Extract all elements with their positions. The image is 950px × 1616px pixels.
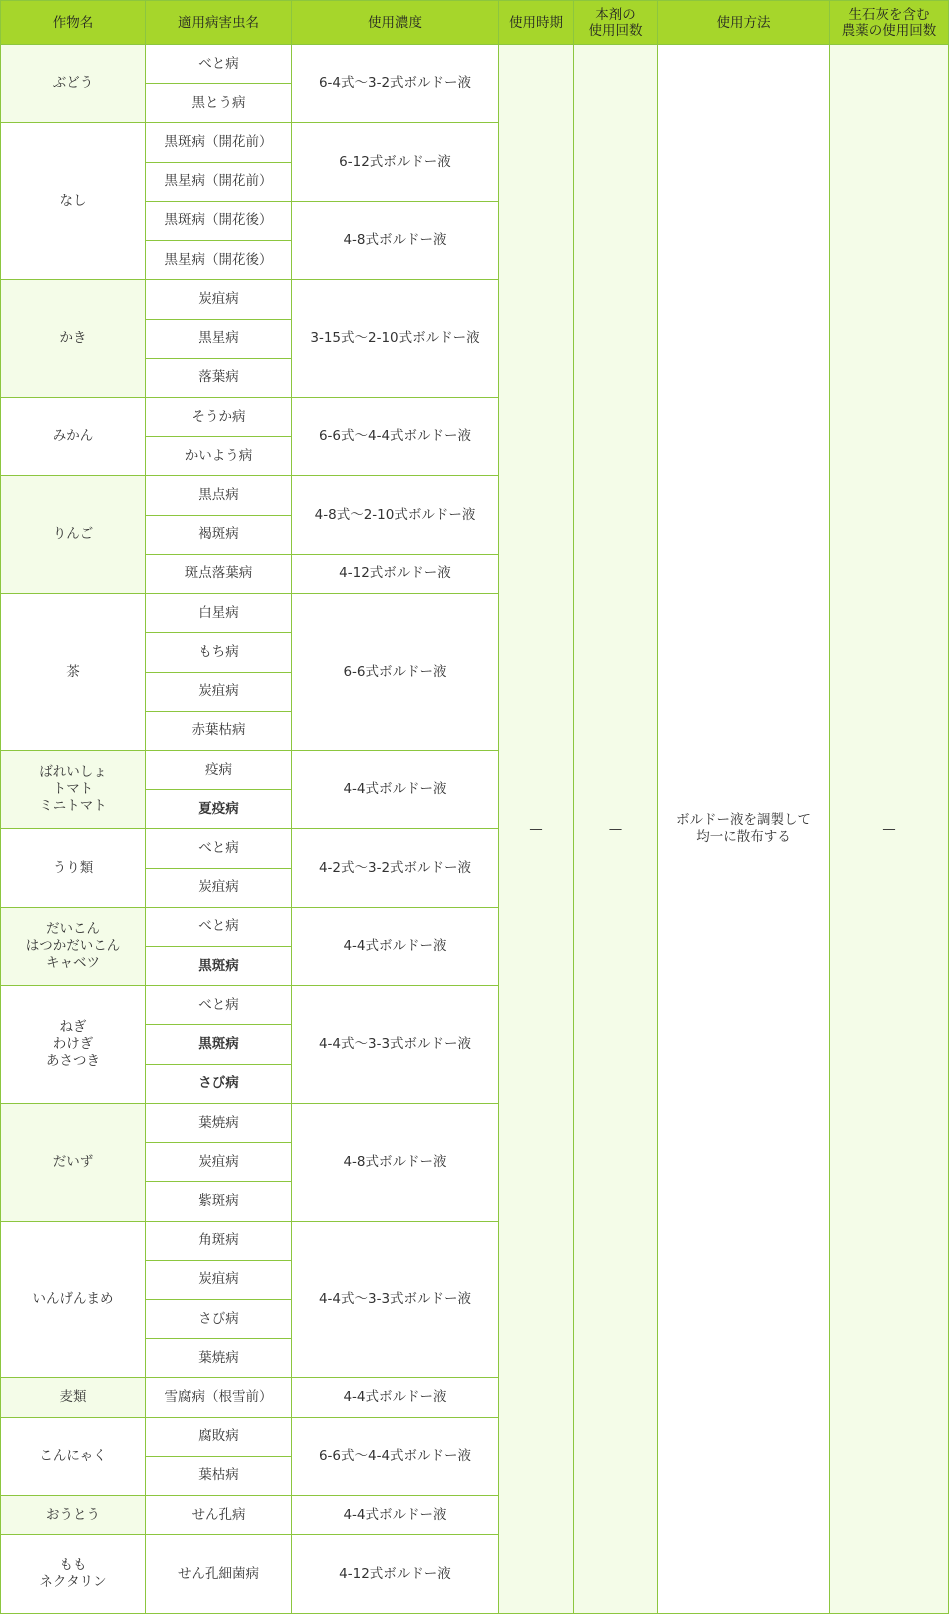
disease-name: 黒斑病（開花前） [164,134,273,151]
concentration-value: 4-4式～3-3式ボルドー液 [318,1291,472,1307]
crop-name: いんげんまめ [32,1291,114,1307]
disease-cell [146,1103,292,1142]
disease-cell [146,1339,292,1378]
disease-cell [146,1535,292,1614]
disease-name: 赤葉枯病 [191,722,246,739]
disease-name: 黒星病 [198,330,239,347]
disease-cell [146,1064,292,1103]
concentration-value: 4-8式ボルドー液 [343,1153,447,1170]
concentration-cell [292,594,499,751]
disease-cell [146,790,292,829]
disease-name: 炭疽病 [198,1271,239,1288]
concentration-cell [292,123,499,201]
crop-name-cell [1,594,146,751]
disease-cell [146,1496,292,1535]
disease-cell [146,986,292,1025]
crop-name: ネクタリン [39,1574,107,1591]
usage-count-cell-text: — [608,820,623,837]
concentration-cell [292,397,499,475]
disease-cell [146,672,292,711]
crop-name-cell [1,476,146,594]
crop-name-cell [1,280,146,398]
disease-cell [146,241,292,280]
disease-name: 黒斑病（開花後） [164,212,273,229]
concentration-value: 4-4式ボルドー液 [343,781,447,798]
disease-cell [146,711,292,750]
crop-name: もも [59,1557,87,1574]
disease-name: 角斑病 [198,1232,239,1249]
header-disease [146,1,292,45]
header-lime-count [830,1,949,45]
disease-name: 炭疽病 [198,683,239,700]
disease-name: 疫病 [205,761,232,778]
disease-name: 炭疽病 [198,290,239,307]
header-count-line1: 本剤の [595,6,636,23]
usage-count-cell [574,45,658,1614]
disease-cell [146,123,292,162]
crop-name: だいこん [46,921,100,938]
disease-cell [146,947,292,986]
crop-name-cell [1,123,146,280]
lime-count-cell [830,45,949,1614]
disease-cell [146,476,292,515]
concentration-cell [292,1221,499,1378]
disease-cell [146,319,292,358]
disease-cell [146,515,292,554]
header-lime-line2: 農薬の使用回数 [841,22,937,39]
concentration-cell [292,45,499,123]
header-crop-label: 作物名 [52,14,94,31]
timing-cell [499,45,574,1614]
concentration-cell [292,907,499,985]
header-disease-label: 適用病害虫名 [178,14,259,31]
crop-name: こんにゃく [39,1447,107,1464]
table-row [1,45,949,84]
concentration-value: 6-4式～3-2式ボルドー液 [318,75,472,92]
disease-name: 黒星病（開花後） [164,251,273,268]
crop-name: ミニトマト [39,798,107,815]
method-cell [658,45,830,1614]
disease-name: 黒とう病 [191,94,246,111]
header-timing-label: 使用時期 [509,14,563,31]
crop-name-cell [1,1417,146,1495]
crop-name: トマト [52,781,94,798]
disease-cell [146,84,292,123]
disease-name: 褐斑病 [198,526,239,543]
disease-name: さび病 [198,1310,239,1327]
crop-name: かき [59,330,87,347]
disease-name: 斑点落葉病 [184,565,253,582]
header-count-line2: 使用回数 [588,22,643,39]
crop-name: うり類 [52,859,94,876]
disease-cell [146,1456,292,1495]
table-body [1,45,949,1614]
crop-name-cell [1,750,146,828]
crop-name-cell [1,1103,146,1221]
crop-name-cell [1,397,146,475]
crop-name-cell [1,829,146,907]
disease-name: 夏疫病 [198,800,239,817]
concentration-value: 4-4式ボルドー液 [343,938,447,955]
crop-name: キャベツ [46,955,100,972]
disease-name: べと病 [198,55,239,72]
disease-cell [146,868,292,907]
concentration-cell [292,201,499,279]
concentration-value: 4-8式ボルドー液 [343,232,447,249]
disease-name: 黒点病 [198,487,239,504]
crop-name: だいず [52,1153,94,1170]
crop-name: はつかだいこん [25,938,121,955]
disease-name: 白星病 [198,604,239,621]
concentration-value: 6-12式ボルドー液 [339,153,451,170]
disease-name: 炭疽病 [198,1153,239,1170]
disease-name: 雪腐病（根雪前） [164,1389,273,1406]
crop-name-cell [1,986,146,1104]
disease-cell [146,437,292,476]
disease-cell [146,280,292,319]
disease-name: かいよう病 [184,447,253,464]
disease-name: せん孔病 [191,1506,246,1523]
disease-name: 落葉病 [198,369,239,386]
disease-cell [146,45,292,84]
crop-name: りんご [52,526,94,543]
disease-cell [146,1417,292,1456]
crop-name: なし [59,192,87,209]
header-count [574,1,658,45]
concentration-cell [292,750,499,828]
disease-cell [146,358,292,397]
crop-name: わけぎ [52,1036,94,1053]
concentration-value: 6-6式ボルドー液 [343,663,447,680]
concentration-cell [292,476,499,554]
header-concentration [292,1,499,45]
header-method [658,1,830,45]
disease-cell [146,594,292,633]
concentration-cell [292,1535,499,1614]
header-method-label: 使用方法 [716,14,771,31]
crop-name: あさつき [46,1053,100,1070]
crop-name-cell [1,1221,146,1378]
crop-name: 茶 [66,663,80,680]
concentration-value: 4-12式ボルドー液 [339,1565,451,1582]
concentration-value: 6-6式～4-4式ボルドー液 [318,428,472,445]
disease-name: 炭疽病 [198,879,239,896]
disease-cell [146,1260,292,1299]
concentration-value: 4-4式ボルドー液 [343,1506,447,1523]
crop-name: ぶどう [52,75,94,92]
crop-name: ねぎ [59,1019,87,1036]
crop-name: 麦類 [59,1389,87,1406]
concentration-cell [292,1378,499,1417]
concentration-cell [292,1417,499,1495]
concentration-cell [292,1103,499,1221]
disease-name: 黒斑病 [198,1036,239,1053]
disease-name: せん孔細菌病 [178,1565,259,1582]
header-crop [1,1,146,45]
disease-name: そうか病 [191,408,246,425]
disease-cell [146,750,292,789]
lime-count-cell-text: — [882,820,896,837]
concentration-value: 4-2式～3-2式ボルドー液 [318,859,472,876]
concentration-value: 4-4式～3-3式ボルドー液 [318,1036,472,1053]
disease-cell [146,1221,292,1260]
crop-name-cell [1,1496,146,1535]
disease-cell [146,1378,292,1417]
timing-cell-text: — [529,820,543,837]
disease-cell [146,554,292,593]
header-lime-line1: 生石灰を含む [848,6,930,23]
concentration-value: 6-6式～4-4式ボルドー液 [318,1447,472,1464]
concentration-value: 4-4式ボルドー液 [343,1389,447,1406]
concentration-cell [292,1496,499,1535]
disease-cell [146,907,292,946]
concentration-cell [292,280,499,398]
concentration-cell [292,829,499,907]
disease-cell [146,162,292,201]
concentration-value: 4-8式～2-10式ボルドー液 [314,506,476,523]
crop-name-cell [1,907,146,985]
disease-cell [146,1025,292,1064]
disease-name: 葉焼病 [198,1114,239,1131]
concentration-cell [292,554,499,593]
disease-cell [146,397,292,436]
disease-name: 葉枯病 [198,1467,239,1484]
crop-name-cell [1,1378,146,1417]
method-cell-text: ボルドー液を調製して [676,812,811,828]
disease-cell [146,829,292,868]
method-cell-text: 均一に散布する [696,829,791,845]
disease-name: 黒斑病 [198,957,239,974]
disease-name: 葉焼病 [198,1349,239,1366]
crop-name: おうとう [46,1506,100,1523]
disease-name: 紫斑病 [198,1192,239,1209]
disease-cell [146,1143,292,1182]
crop-name-cell [1,1535,146,1614]
disease-name: べと病 [198,996,239,1013]
disease-name: さび病 [198,1075,239,1092]
disease-name: 腐敗病 [198,1428,239,1445]
disease-name: べと病 [198,918,239,935]
disease-name: 黒星病（開花前） [164,173,273,190]
disease-cell [146,201,292,240]
crop-name: ばれいしょ [39,764,107,781]
header-timing [499,1,574,45]
disease-name: もち病 [198,643,239,660]
concentration-value: 3-15式～2-10式ボルドー液 [310,330,480,347]
header-row [1,1,949,45]
header-concentration-label: 使用濃度 [368,14,422,31]
concentration-value: 4-12式ボルドー液 [339,565,451,582]
disease-cell [146,1182,292,1221]
disease-cell [146,633,292,672]
crop-name-cell [1,45,146,123]
disease-cell [146,1300,292,1339]
crop-name: みかん [52,428,94,445]
disease-name: べと病 [198,839,239,856]
concentration-cell [292,986,499,1104]
